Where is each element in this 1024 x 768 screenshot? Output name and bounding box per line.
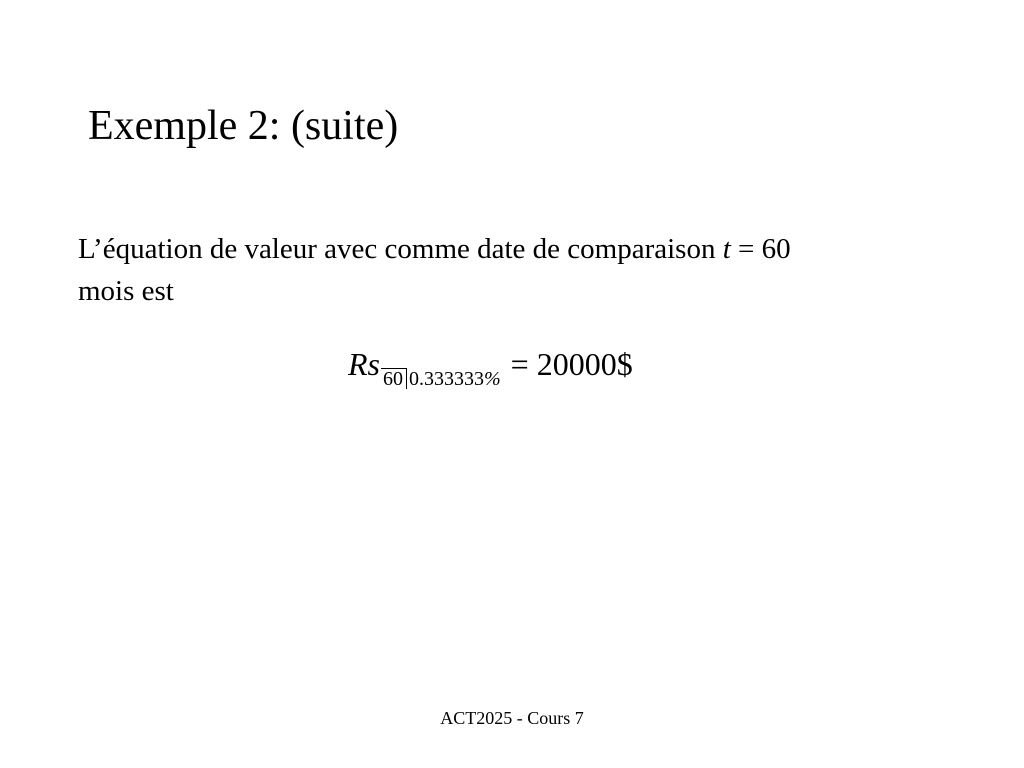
slide-title: Exemple 2: (suite): [88, 103, 399, 149]
formula-rate: [409, 368, 501, 390]
slide-footer: ACT2025 - Cours 7: [440, 708, 584, 728]
formula-rhs: 20000$: [536, 346, 633, 382]
formula-main: Rs: [348, 346, 380, 382]
body-variable: t: [722, 233, 731, 265]
formula-subscript: [381, 368, 501, 390]
formula-rate-value: 0.333333: [409, 368, 484, 390]
body-text-before: L’équation de valeur avec comme date de comparaison: [78, 233, 723, 265]
formula-equals: =: [510, 346, 529, 382]
formula-annuity-term: 60: [381, 368, 407, 389]
body-text-after: = 60: [730, 233, 791, 265]
body-paragraph: [78, 228, 958, 312]
body-line-2: mois est: [78, 275, 174, 307]
formula-rate-unit: %: [484, 368, 501, 390]
formula: [348, 344, 633, 392]
